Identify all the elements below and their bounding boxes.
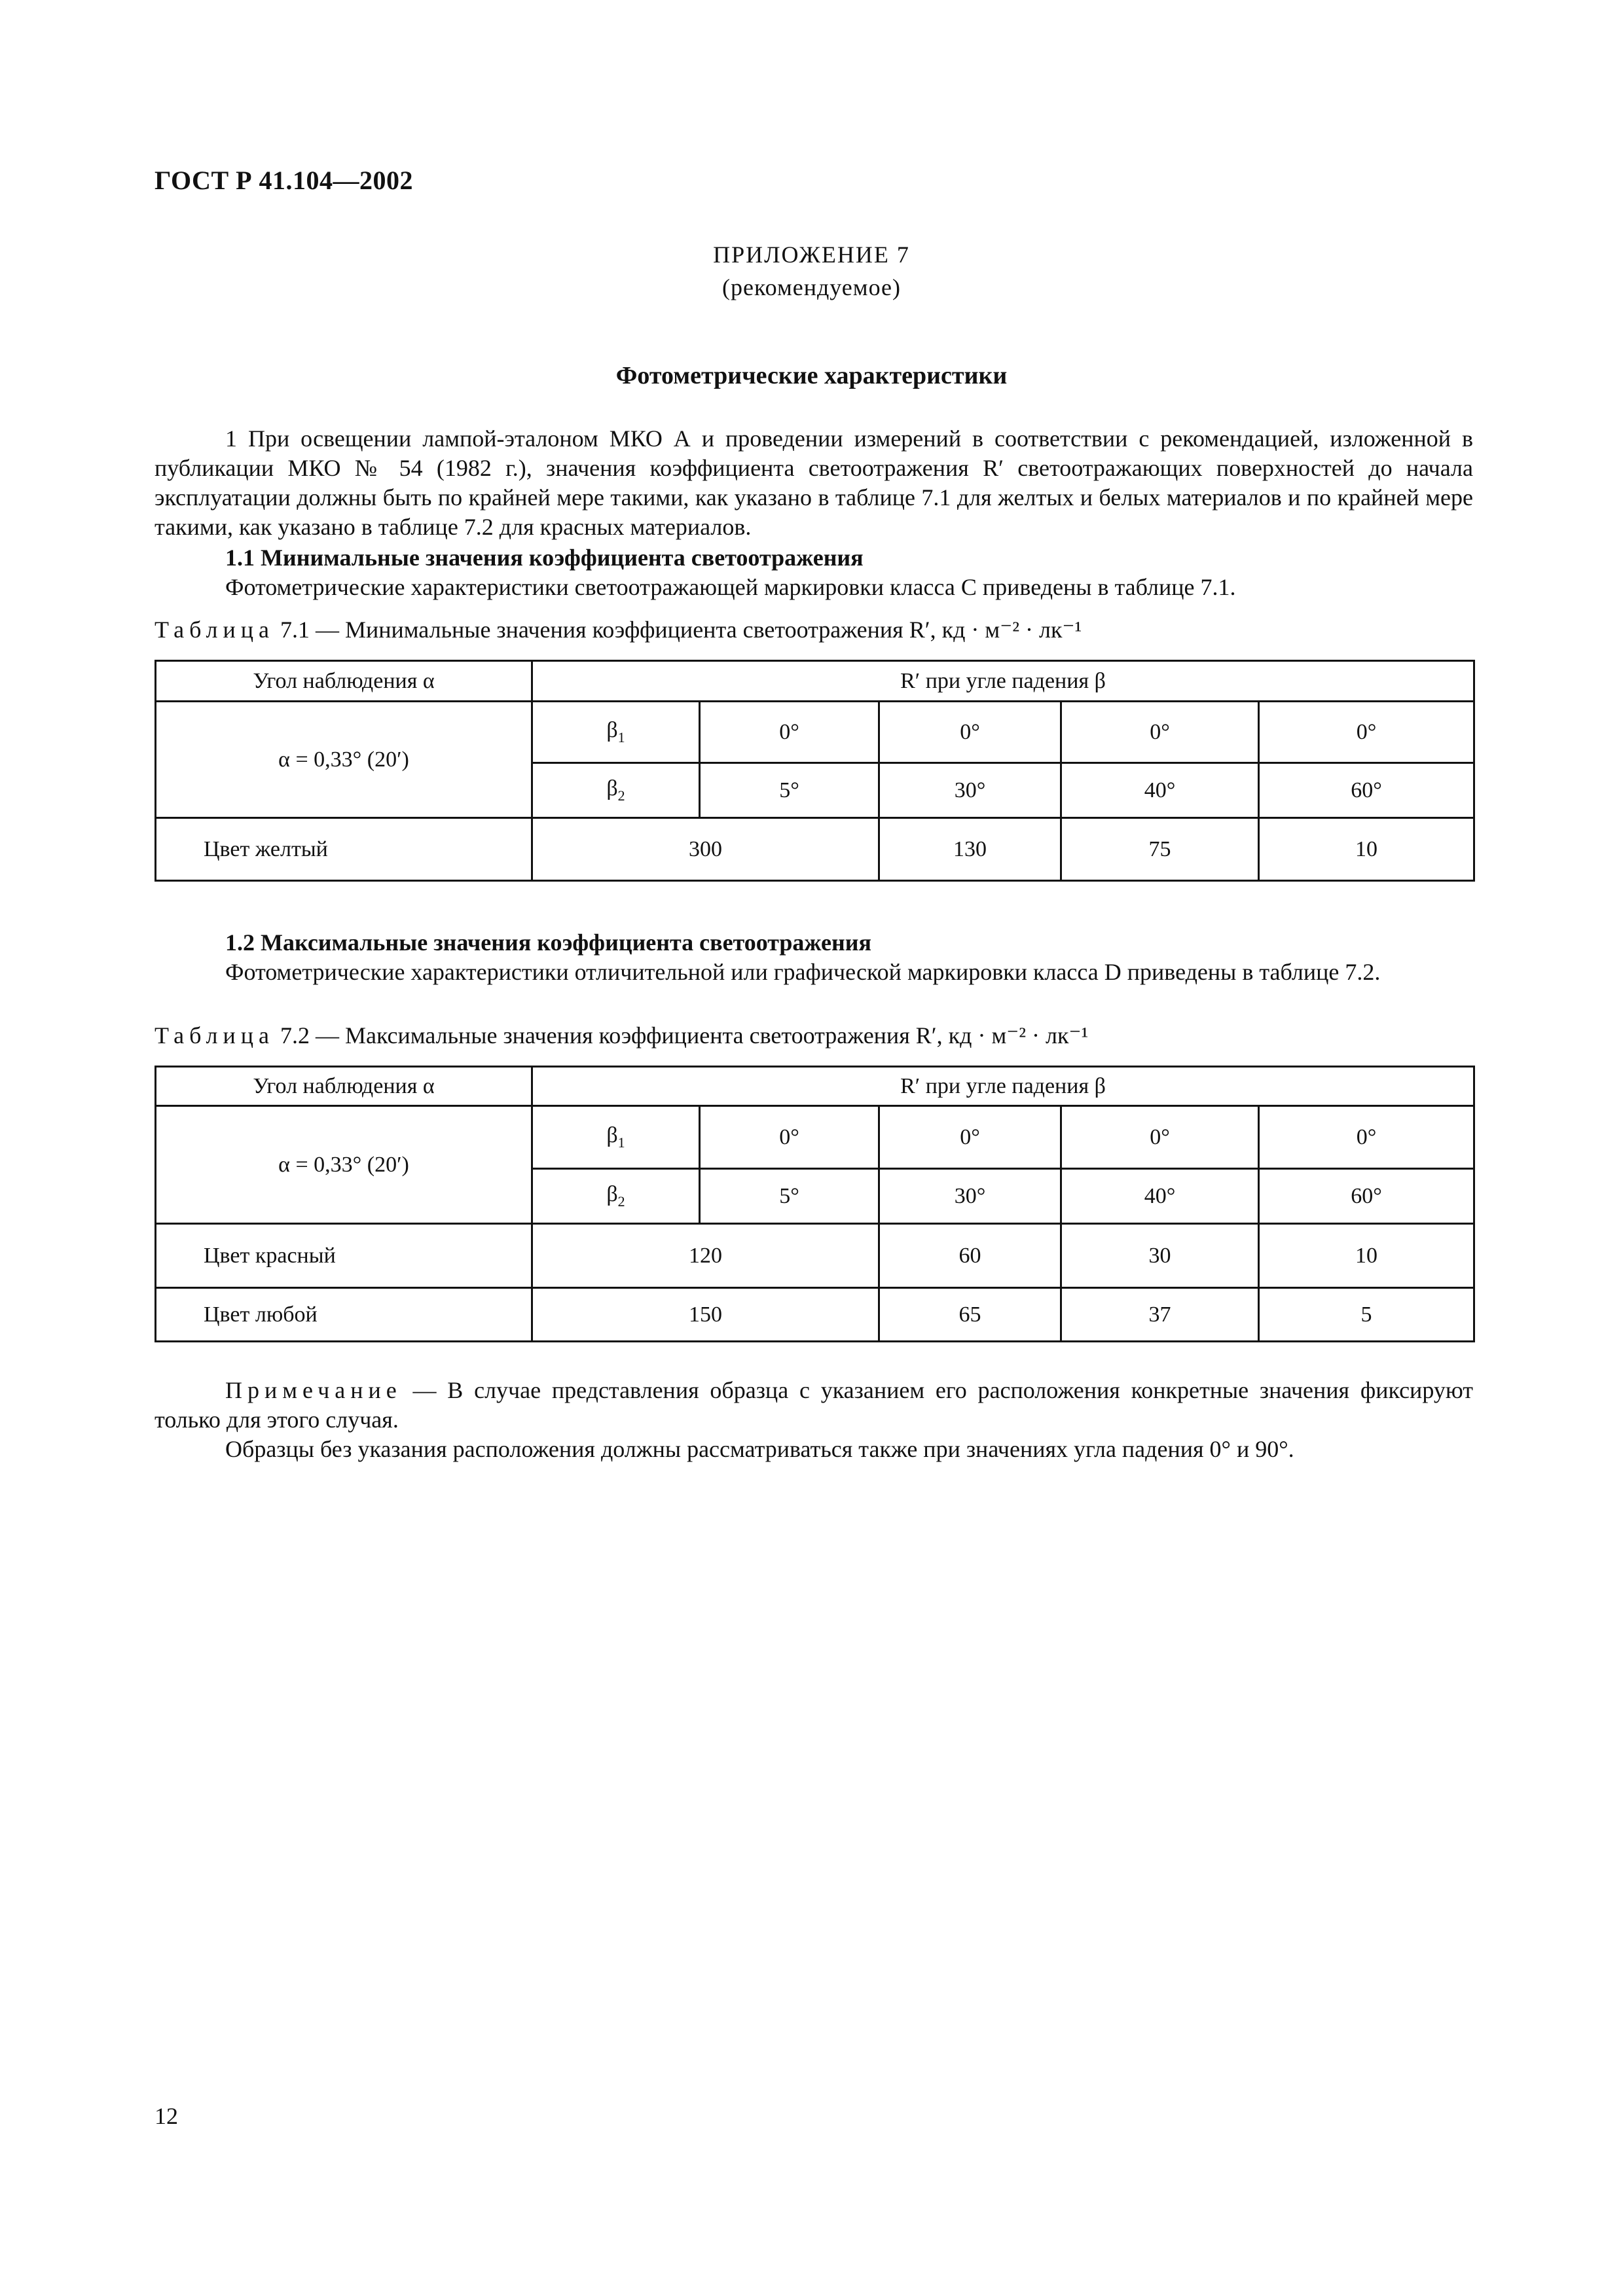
alpha-cell: α = 0,33° (20′)	[156, 1106, 532, 1224]
table-7-2	[155, 1066, 1475, 1342]
table-cell: 150	[532, 1288, 879, 1342]
table-7-2-caption	[155, 1021, 1473, 1050]
caption-word: Таблица	[155, 1022, 274, 1049]
row-label: Цвет любой	[156, 1288, 532, 1342]
table-cell: 0°	[879, 702, 1061, 763]
table-cell: 30°	[879, 1169, 1061, 1224]
note-text: — В случае представления образца с указанием его расположения конкретные значения фиксируют только для этого случая.	[155, 1377, 1474, 1433]
table-cell: 120	[532, 1224, 879, 1288]
table-cell: 0°	[1259, 702, 1474, 763]
table-cell: 0°	[700, 702, 879, 763]
table-cell: 30°	[879, 763, 1061, 818]
table-cell: 40°	[1061, 1169, 1259, 1224]
table-cell: 40°	[1061, 763, 1259, 818]
note-text-2: Образцы без указания расположения должны рассматриваться также при значениях угла падения 0° и 90°.	[225, 1436, 1294, 1462]
section-title: Фотометрические характеристики	[615, 362, 1008, 389]
table-cell: 5°	[700, 763, 879, 818]
caption-text: 7.1 — Минимальные значения коэффициента светоотражения R′, кд · м⁻² · лк⁻¹	[280, 617, 1082, 643]
table-cell: 60°	[1259, 1169, 1474, 1224]
col-header-angle: Угол наблюдения α	[156, 661, 532, 702]
section-1-2-heading: 1.2 Максимальные значения коэффициента светоотражения	[225, 929, 871, 956]
appendix-title: ПРИЛОЖЕНИЕ 7	[713, 242, 910, 268]
col-header-rprime: R′ при угле падения β	[532, 661, 1474, 702]
section-1-1-heading: 1.1 Минимальные значения коэффициента светоотражения	[225, 545, 864, 571]
table-cell: 10	[1259, 1224, 1474, 1288]
caption-text: 7.2 — Максимальные значения коэффициента светоотражения R′, кд · м⁻² · лк⁻¹	[280, 1022, 1089, 1049]
table-cell: 30	[1061, 1224, 1259, 1288]
row-label: Цвет желтый	[156, 818, 532, 881]
intro-paragraph: 1 При освещении лампой-эталоном МКО А и проведении измерений в соответствии с рекомендацией, изложенной в публикации МКО № 54 (1982 г.), значения коэффициента светоотражения R′ светоотражающих поверхностей до начала эксплуатации должны быть по крайней мере такими, как указано в таблице 7.1 для желтых и белых материалов и по крайней мере такими, как указано в таблице 7.2 для красных материалов.	[155, 425, 1473, 540]
table-row	[156, 1288, 1474, 1342]
table-cell: 60	[879, 1224, 1061, 1288]
table-cell: 0°	[879, 1106, 1061, 1169]
row-label: Цвет красный	[156, 1224, 532, 1288]
caption-word: Таблица	[155, 617, 274, 643]
table-7-1	[155, 660, 1475, 882]
table-cell: 10	[1259, 818, 1474, 881]
col-header-angle: Угол наблюдения α	[156, 1067, 532, 1106]
beta1-cell: $\beta_1$	[532, 1106, 700, 1169]
beta2-cell: $\beta_2$	[532, 1169, 700, 1224]
table-cell: 65	[879, 1288, 1061, 1342]
table-cell: 0°	[1061, 702, 1259, 763]
table-cell: 37	[1061, 1288, 1259, 1342]
table-cell: 60°	[1259, 763, 1474, 818]
table-cell: 75	[1061, 818, 1259, 881]
beta2-cell: $\beta_2$	[532, 763, 700, 818]
document-code: ГОСТ Р 41.104—2002	[155, 166, 414, 195]
table-cell: 300	[532, 818, 879, 881]
col-header-rprime: R′ при угле падения β	[532, 1067, 1474, 1106]
alpha-cell: α = 0,33° (20′)	[156, 702, 532, 818]
table-cell: 0°	[1061, 1106, 1259, 1169]
table-cell: 5	[1259, 1288, 1474, 1342]
table-row	[156, 818, 1474, 881]
section-1-1-text: Фотометрические характеристики светоотражающей маркировки класса С приведены в таблице 7.1.	[225, 574, 1236, 600]
table-cell: 5°	[700, 1169, 879, 1224]
table-7-1-caption	[155, 615, 1473, 645]
table-cell: 0°	[1259, 1106, 1474, 1169]
appendix-subtitle: (рекомендуемое)	[722, 274, 901, 300]
section-1-2-text: Фотометрические характеристики отличительной или графической маркировки класса D приведены в таблице 7.2.	[225, 959, 1381, 985]
table-cell: 0°	[700, 1106, 879, 1169]
note-label: Примечание	[225, 1377, 402, 1403]
table-cell: 130	[879, 818, 1061, 881]
beta1-cell: $\beta_1$	[532, 702, 700, 763]
note-paragraph	[155, 1376, 1473, 1435]
table-row	[156, 1224, 1474, 1288]
page-number: 12	[155, 2103, 178, 2129]
